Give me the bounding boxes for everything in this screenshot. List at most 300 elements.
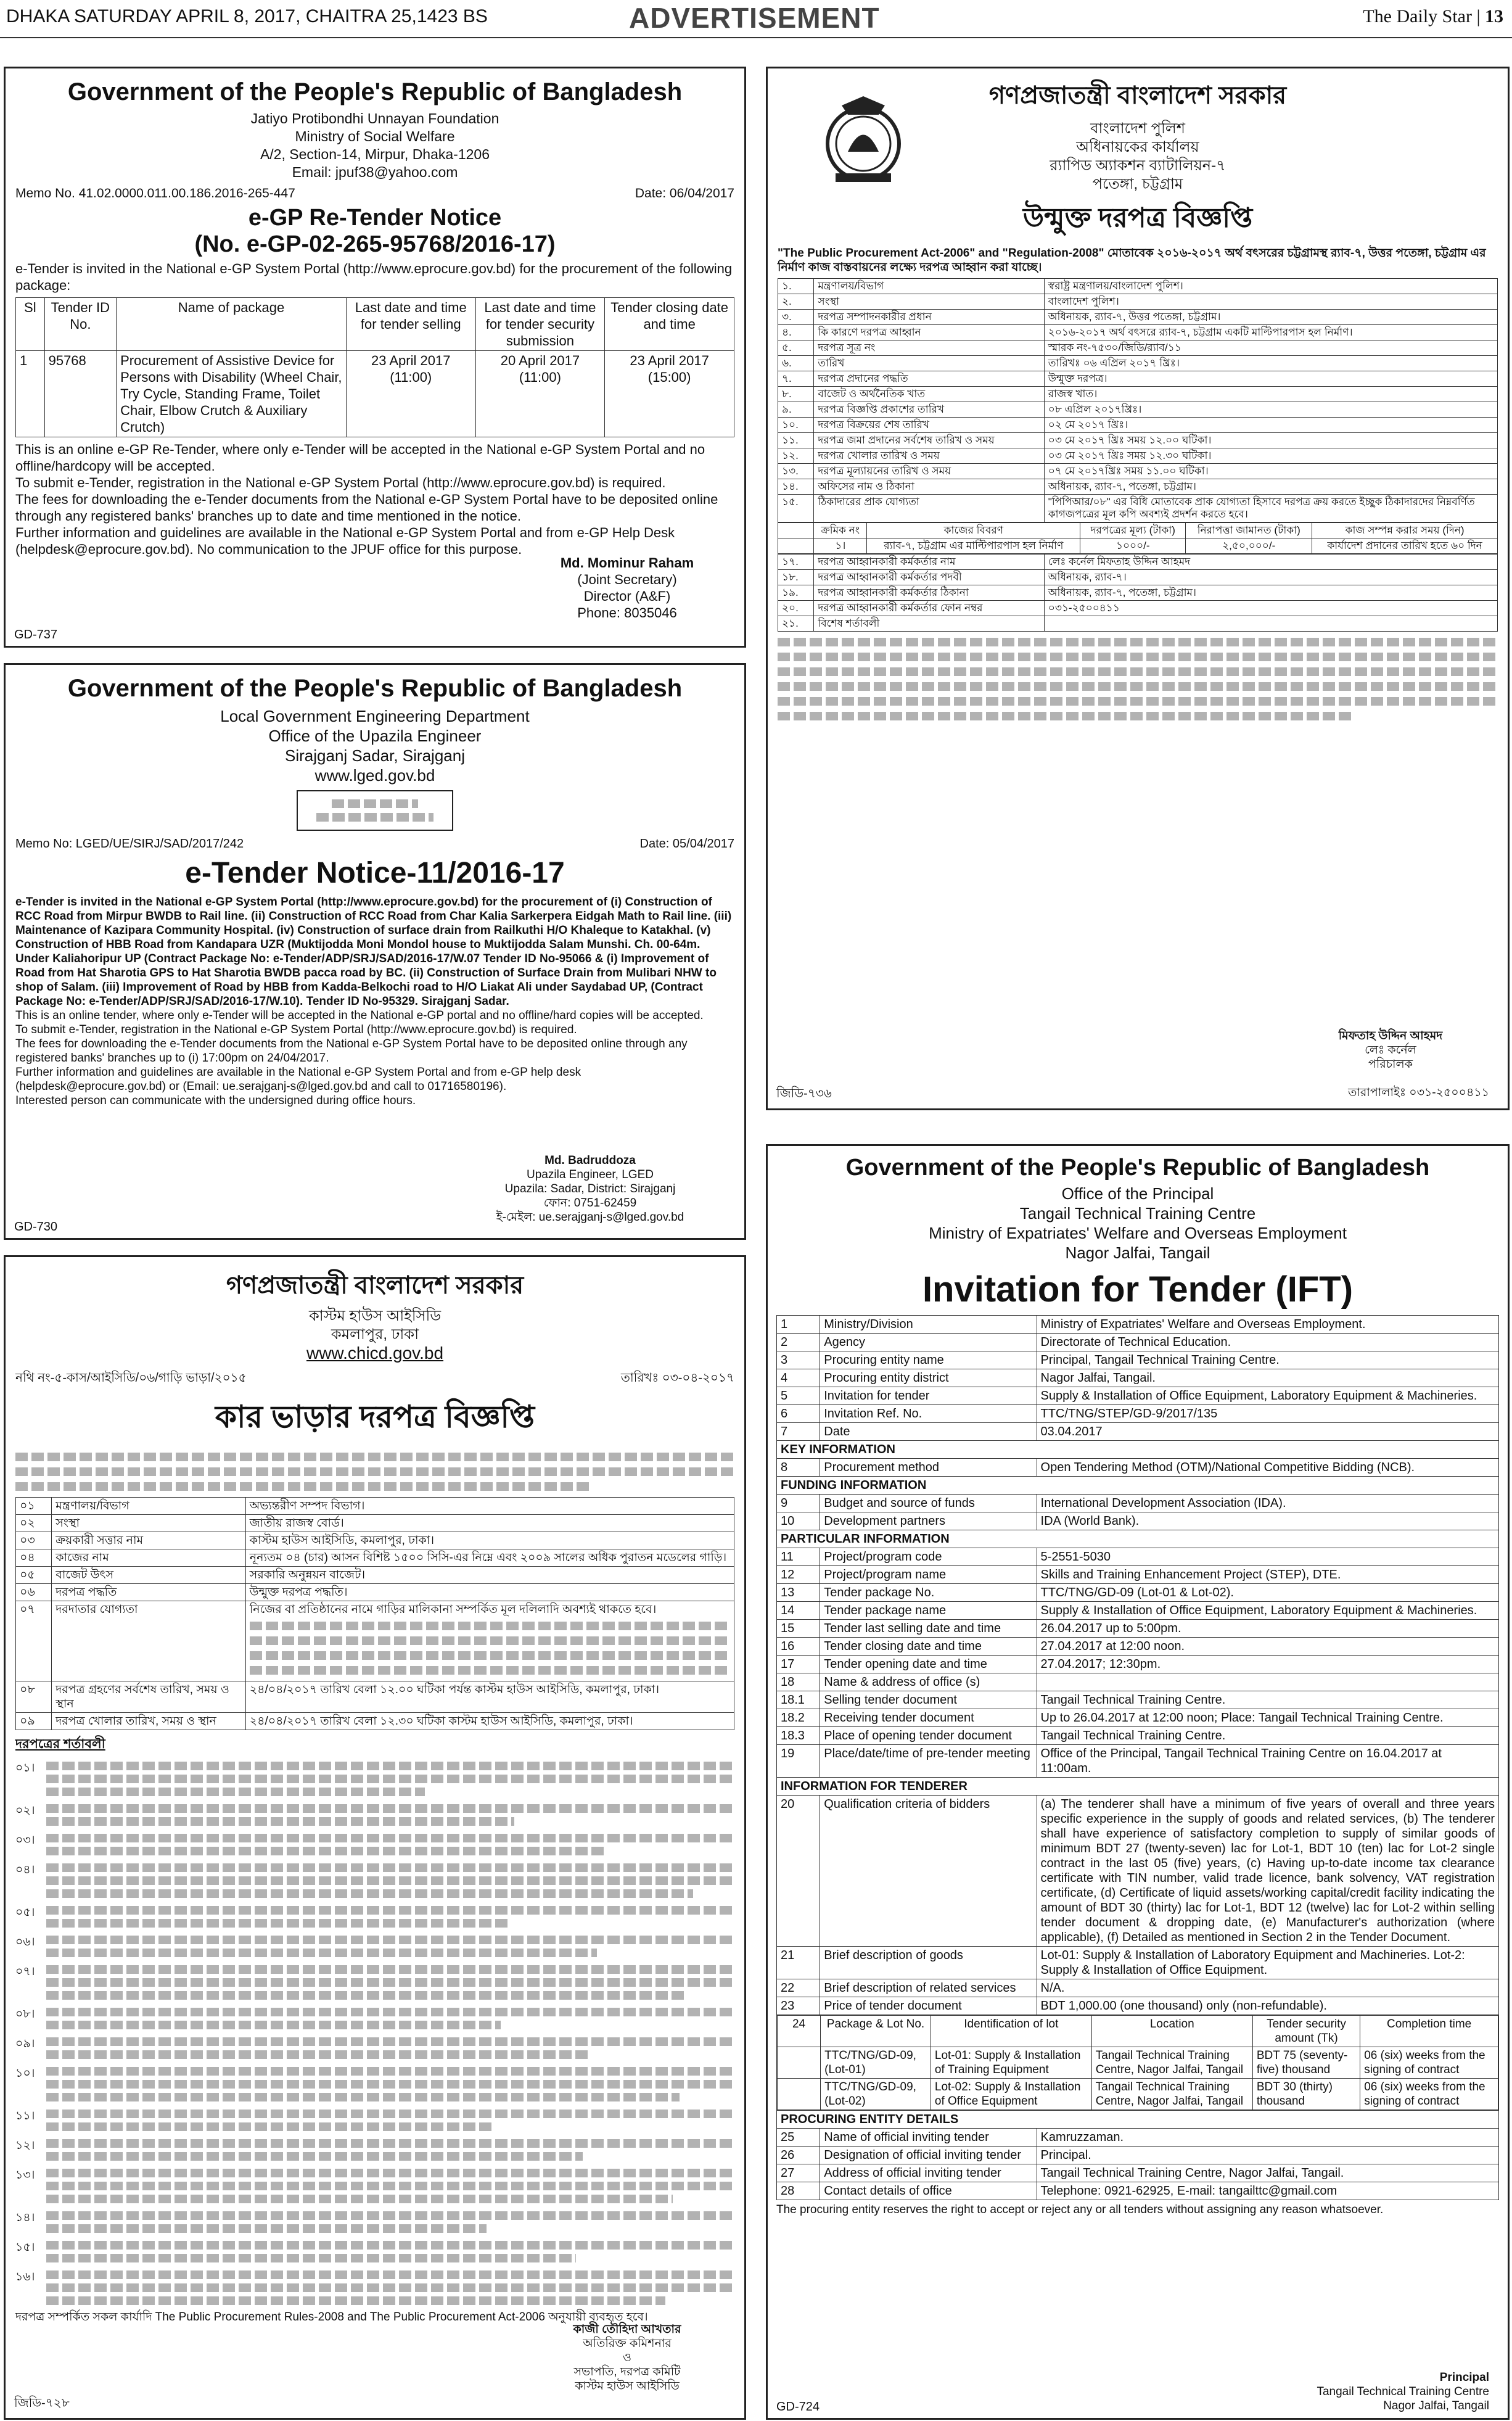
table-cell: 5-2551-5030 bbox=[1037, 1548, 1498, 1566]
police-emblem-icon bbox=[823, 93, 903, 186]
lot-header: 24 bbox=[778, 2016, 821, 2047]
notice-title: e-GP Re-Tender Notice bbox=[248, 205, 502, 231]
condition-item bbox=[15, 1933, 734, 1957]
table-cell: Tender last selling date and time bbox=[820, 1620, 1037, 1638]
lot-cell: Tangail Technical Training Centre, Nagor Jalfai, Tangail bbox=[1091, 2047, 1252, 2079]
org-line: Ministry of Social Welfare bbox=[295, 128, 455, 144]
table-cell: দরপত্র বিজ্ঞপ্তি প্রকাশের তারিখ bbox=[814, 402, 1044, 418]
table-cell: 2 bbox=[777, 1334, 820, 1351]
table-cell: কি কারণে দরপত্র আহ্বান bbox=[814, 325, 1044, 340]
condition-number: ১০। bbox=[15, 2067, 35, 2080]
section-header: INFORMATION FOR TENDERER bbox=[777, 1778, 1499, 1796]
body-paragraph: To submit e-Tender, registration in the National e-GP System Portal (http://www.eprocure.gov.bd) is required. bbox=[15, 475, 666, 490]
notice-title: e-Tender Notice-11/2016-17 bbox=[185, 857, 565, 889]
org-line: Ministry of Expatriates' Welfare and Overseas Employment bbox=[929, 1224, 1347, 1242]
text-line bbox=[46, 1863, 734, 1872]
signatory-line: সভাপতি, দরপত্র কমিটি bbox=[573, 2365, 681, 2378]
text-line bbox=[46, 1978, 734, 1987]
table-cell: 95768 bbox=[44, 351, 117, 437]
section-header-row bbox=[777, 2111, 1499, 2129]
signatory-line: অতিরিক্ত কমিশনার bbox=[583, 2337, 672, 2350]
table-cell: 25 bbox=[777, 2129, 820, 2147]
table-row bbox=[777, 1584, 1499, 1602]
table-header: নিরাপত্তা জামানত (টাকা) bbox=[1186, 523, 1312, 538]
lot-cell bbox=[777, 2015, 1499, 2111]
condition-number: ০৬। bbox=[15, 1936, 35, 1949]
table-row bbox=[778, 371, 1498, 387]
org-line: কমলাপুর, ঢাকা bbox=[331, 1326, 419, 1343]
condition-text-lines bbox=[46, 2107, 734, 2131]
table-row bbox=[777, 2147, 1499, 2164]
text-line bbox=[46, 2211, 734, 2220]
table-cell: BDT 1,000.00 (one thousand) only (non-refundable). bbox=[1037, 1997, 1498, 2015]
memo-date: তারিখঃ ০৩-০৪-২০১৭ bbox=[620, 1371, 734, 1385]
ad-title: Government of the People's Republic of Bangladesh bbox=[845, 1155, 1430, 1181]
table-cell: বাজেট উৎস bbox=[52, 1567, 246, 1584]
table-cell: মন্ত্রণালয়/বিভাগ bbox=[52, 1498, 246, 1515]
lot-table bbox=[777, 2015, 1498, 2110]
table-cell: 18.1 bbox=[777, 1691, 820, 1709]
table-row bbox=[777, 1387, 1499, 1405]
table-header: Sl bbox=[16, 298, 45, 351]
table-cell: ০৯ bbox=[16, 1713, 52, 1730]
table-row bbox=[777, 1709, 1499, 1727]
masthead bbox=[0, 0, 1512, 38]
table-cell: 9 bbox=[777, 1495, 820, 1512]
table-row bbox=[777, 1495, 1499, 1512]
table-cell: ০২ মে ২০১৭ খ্রিঃ। bbox=[1044, 418, 1497, 433]
condition-number: ০৩। bbox=[15, 1834, 35, 1847]
table-cell: নূন্যতম ০৪ (চার) আসন বিশিষ্ট ১৫০০ সিসি-এর নিম্নে এবং ২০০৯ সালের অধিক পুরাতন মডেলের গাড়ি। bbox=[245, 1549, 734, 1567]
table-cell: ০৩ bbox=[16, 1532, 52, 1549]
table-cell: অধিনায়ক, র‍্যাব-৭, পতেঙ্গা, চট্টগ্রাম। bbox=[1044, 479, 1497, 495]
table-cell: 23 bbox=[777, 1997, 820, 2015]
table-cell: Invitation Ref. No. bbox=[820, 1405, 1037, 1423]
condition-number: ০৭। bbox=[15, 1965, 35, 1978]
table-cell: Principal. bbox=[1037, 2147, 1498, 2164]
table-cell: ১৮. bbox=[778, 570, 814, 585]
condition-item bbox=[15, 2035, 734, 2059]
table-cell: অধিনায়ক, র‍্যাব-৭। bbox=[1044, 570, 1497, 585]
table-cell: 20 bbox=[777, 1796, 820, 1947]
notice-intro: "The Public Procurement Act-2006" and "Regulation-2008" মোতাবেক ২০১৬-২০১৭ অর্থ বৎসরের চট্টগ্রামস্থ র‍্যাব-৭, উত্তর পতেঙ্গা, চট্টগ্রাম এর নির্মাণ কাজ বাস্তবায়নের লক্ষ্যে দরপত্র আহ্বান করা যাচ্ছে। bbox=[778, 247, 1486, 274]
condition-text-lines bbox=[46, 2238, 734, 2262]
table-cell: দরপত্র আহ্বানকারী কর্মকর্তার পদবী bbox=[814, 570, 1044, 585]
table-cell: দরপত্র সূত্র নং bbox=[814, 340, 1044, 356]
table-cell: ১৫. bbox=[778, 495, 814, 522]
lot-cell: Lot-02: Supply & Installation of Office Equipment bbox=[931, 2079, 1091, 2110]
table-header: Tender closing date and time bbox=[605, 298, 734, 351]
table-cell: Open Tendering Method (OTM)/National Competitive Bidding (NCB). bbox=[1037, 1459, 1498, 1477]
conditions-list bbox=[15, 1759, 734, 2305]
lot-cell: Tangail Technical Training Centre, Nagor Jalfai, Tangail bbox=[1091, 2079, 1252, 2110]
text-line bbox=[46, 1847, 604, 1855]
table-cell: Kamruzzaman. bbox=[1037, 2129, 1498, 2147]
table-row bbox=[778, 340, 1498, 356]
memo-date: Date: 06/04/2017 bbox=[635, 186, 734, 200]
org-line: কাস্টম হাউস আইসিডি bbox=[308, 1308, 442, 1324]
table-cell: ৮. bbox=[778, 387, 814, 402]
condition-item bbox=[15, 2238, 734, 2262]
lot-cell: TTC/TNG/GD-09, (Lot-01) bbox=[821, 2047, 931, 2079]
table-header: কাজ সম্পন্ন করার সময় (দিন) bbox=[1312, 523, 1498, 538]
condition-text-lines bbox=[46, 1903, 734, 1928]
condition-item bbox=[15, 2064, 734, 2101]
text-line bbox=[46, 2093, 680, 2101]
table-cell: 22 bbox=[777, 1979, 820, 1997]
table-cell: Receiving tender document bbox=[820, 1709, 1037, 1727]
table-header: ক্রমিক নং bbox=[814, 523, 867, 538]
condition-text-lines bbox=[46, 1963, 734, 2000]
table-cell: ৫. bbox=[778, 340, 814, 356]
masthead-dateline: DHAKA SATURDAY APRIL 8, 2017, CHAITRA 25,1423 BS bbox=[6, 6, 488, 27]
lot-cell: 06 (six) weeks from the signing of contract bbox=[1360, 2079, 1498, 2110]
table-cell: 26.04.2017 up to 5:00pm. bbox=[1037, 1620, 1498, 1638]
table-cell: Directorate of Technical Education. bbox=[1037, 1334, 1498, 1351]
table-row bbox=[778, 464, 1498, 479]
table-cell: দরপত্র আহ্বানকারী কর্মকর্তার নাম bbox=[814, 555, 1044, 570]
cell-text: নিজের বা প্রতিষ্ঠানের নামে গাড়ির মালিকানা সম্পর্কিত মূল দলিলাদি অবশ্যই থাকতে হবে। bbox=[249, 1603, 657, 1616]
signatory-line: কাস্টম হাউস আইসিডি bbox=[575, 2380, 680, 2393]
section-title: ADVERTISEMENT bbox=[629, 2, 880, 34]
table-cell bbox=[778, 538, 814, 554]
rules-line: দরপত্র সম্পর্কিত সকল কার্যাদি The Public Procurement Rules-2008 and The Public Procurement Act-2006 অনুযায়ী ব্যবহৃত হবে। bbox=[15, 2311, 648, 2324]
table-header: Last date and time for tender selling bbox=[346, 298, 475, 351]
condition-text-lines bbox=[46, 1759, 734, 1796]
table-cell: 19 bbox=[777, 1745, 820, 1778]
ad-tangail-ift bbox=[766, 1144, 1510, 2420]
masthead-paper: The Daily Star | 13 bbox=[1363, 6, 1503, 27]
table-cell: Qualification criteria of bidders bbox=[820, 1796, 1037, 1947]
table-row bbox=[777, 1997, 1499, 2015]
text-line bbox=[46, 1834, 734, 1842]
memo-number: Memo No: LGED/UE/SIRJ/SAD/2017/242 bbox=[15, 837, 244, 851]
table-cell: Name of official inviting tender bbox=[820, 2129, 1037, 2147]
table-cell: 7 bbox=[777, 1423, 820, 1441]
table-cell: 6 bbox=[777, 1405, 820, 1423]
table-row bbox=[777, 1423, 1499, 1441]
table-cell: অভ্যন্তরীণ সম্পদ বিভাগ। bbox=[245, 1498, 734, 1515]
table-cell: 12 bbox=[777, 1566, 820, 1584]
table-cell: অফিসের নাম ও ঠিকানা bbox=[814, 479, 1044, 495]
table-header: দরপত্রের মূল্য (টাকা) bbox=[1080, 523, 1186, 538]
table-cell: Agency bbox=[820, 1334, 1037, 1351]
rab-table-cont bbox=[778, 522, 1498, 554]
text-line bbox=[46, 1936, 734, 1944]
table-cell: মন্ত্রণালয়/বিভাগ bbox=[814, 279, 1044, 294]
org-line: Jatiyo Protibondhi Unnayan Foundation bbox=[250, 110, 499, 126]
condition-text-lines bbox=[46, 1802, 734, 1826]
condition-item bbox=[15, 1831, 734, 1855]
signatory-phone: ফোন: 0751-62459 bbox=[543, 1197, 637, 1210]
condition-text-lines bbox=[46, 2137, 734, 2161]
org-email: Email: jpuf38@yahoo.com bbox=[292, 164, 458, 180]
table-row bbox=[778, 601, 1498, 616]
body-paragraph: Further information and guidelines are available in the National e-GP System Portal and from e-GP Help Desk (helpdesk@eprocure.gov.bd). No communication to the JPUF office for this purpose. bbox=[15, 525, 675, 557]
table-row bbox=[16, 1681, 734, 1713]
signatory-line: (Joint Secretary) bbox=[577, 572, 677, 587]
table-cell: 17 bbox=[777, 1656, 820, 1673]
table-cell: TTC/TNG/STEP/GD-9/2017/135 bbox=[1037, 1405, 1498, 1423]
section-header-row bbox=[777, 1530, 1499, 1548]
table-cell: Tangail Technical Training Centre. bbox=[1037, 1691, 1498, 1709]
org-website: www.chicd.gov.bd bbox=[306, 1343, 444, 1363]
table-cell: "পিপিআর/০৮" এর বিধি মোতাবেক প্রাক যোগ্যতা হিসাবে দরপত্র ক্রয় করতে ইচ্ছুক ঠিকাদারদের নিম্নবর্ণিত কাগজপত্রের মূল কপি অবশ্যই প্রদর্শন করতে হবে। bbox=[1044, 495, 1497, 522]
condition-item bbox=[15, 2268, 734, 2305]
body-paragraph: To submit e-Tender, registration in the National e-GP System Portal (http://www.eprocure.gov.bd) is required. bbox=[15, 1023, 577, 1036]
table-cell: Procuring entity name bbox=[820, 1351, 1037, 1369]
org-line: অধিনায়কের কার্যালয় bbox=[1076, 139, 1199, 155]
table-cell: ০৮ bbox=[16, 1681, 52, 1713]
table-cell: ১। bbox=[814, 538, 867, 554]
text-line bbox=[46, 1775, 734, 1783]
text-line bbox=[46, 1919, 507, 1928]
table-cell: Brief description of goods bbox=[820, 1947, 1037, 1979]
lot-cell: Lot-01: Supply & Installation of Training Equipment bbox=[931, 2047, 1091, 2079]
page-number: 13 bbox=[1485, 6, 1503, 27]
memo-number: নথি নং-৫-কাস/আইসিডি/০৬/গাড়ি ভাড়া/২০১৫ bbox=[15, 1371, 247, 1385]
condition-item bbox=[15, 2166, 734, 2203]
table-cell: 27 bbox=[777, 2164, 820, 2182]
body-paragraph: The fees for downloading the e-Tender documents from the National e-GP System Portal have to be deposited online through any registered banks' branches up to (i) 17:00pm on 24/04/2017. bbox=[15, 1037, 688, 1065]
text-line bbox=[46, 2021, 501, 2029]
table-row bbox=[16, 1532, 734, 1549]
tender-table bbox=[778, 278, 1498, 522]
table-header: কাজের বিবরণ bbox=[867, 523, 1080, 538]
table-cell: স্বরাষ্ট্র মন্ত্রণালয়/বাংলাদেশ পুলিশ। bbox=[1044, 279, 1497, 294]
table-cell: Tender opening date and time bbox=[820, 1656, 1037, 1673]
table-row bbox=[777, 1405, 1499, 1423]
lot-cell bbox=[778, 2047, 821, 2079]
table-cell: ০২ bbox=[16, 1515, 52, 1532]
table-cell: Tender package No. bbox=[820, 1584, 1037, 1602]
notice-title: কার ভাড়ার দরপত্র বিজ্ঞপ্তি bbox=[215, 1400, 535, 1434]
table-cell: দরপত্র খোলার তারিখ ও সময় bbox=[814, 448, 1044, 464]
table-cell: Name & address of office (s) bbox=[820, 1673, 1037, 1691]
condition-text-lines bbox=[46, 2005, 734, 2029]
table-cell: ১০০০/- bbox=[1080, 538, 1186, 554]
table-cell: ০৩১-২৫০০৪১১ bbox=[1044, 601, 1497, 616]
table-cell: ২৪/০৪/২০১৭ তারিখ বেলা ১২.০০ ঘটিকা পর্যন্ত কাস্টম হাউস আইসিডি, কমলাপুর, ঢাকা। bbox=[245, 1681, 734, 1713]
condition-number: ১৪। bbox=[15, 2211, 35, 2224]
table-cell: Procurement of Assistive Device for Persons with Disability (Wheel Chair, Try Cycle, Standing Frame, Toilet Chair, Elbow Crutch & Auxiliary Crutch) bbox=[117, 351, 347, 437]
org-line: A/2, Section-14, Mirpur, Dhaka-1206 bbox=[260, 146, 490, 162]
table-cell: Price of tender document bbox=[820, 1997, 1037, 2015]
table-cell: Brief description of related services bbox=[820, 1979, 1037, 1997]
table-row bbox=[777, 1796, 1499, 1947]
notice-title: Invitation for Tender (IFT) bbox=[922, 1269, 1354, 1309]
body-paragraph: The fees for downloading the e-Tender documents from the National e-GP System Portal have to be deposited online through any registered banks' branches up to date and time mentioned in the notice. bbox=[15, 492, 718, 524]
table-cell: ক্রয়কারী সত্তার নাম bbox=[52, 1532, 246, 1549]
table-cell: ১১. bbox=[778, 433, 814, 448]
table-cell: ঠিকাদারের প্রাক যোগ্যতা bbox=[814, 495, 1044, 522]
condition-number: ১৫। bbox=[15, 2241, 35, 2254]
table-cell: Ministry of Expatriates' Welfare and Overseas Employment. bbox=[1037, 1316, 1498, 1334]
table-cell: 21 bbox=[777, 1947, 820, 1979]
table-cell: Tangail Technical Training Centre, Nagor Jalfai, Tangail. bbox=[1037, 2164, 1498, 2182]
condition-number: ০৪। bbox=[15, 1863, 35, 1876]
table-cell: কাজের নাম bbox=[52, 1549, 246, 1567]
memo-number: Memo No. 41.02.0000.011.00.186.2016-265-447 bbox=[15, 186, 295, 200]
condition-number: ০৮। bbox=[15, 2008, 35, 2021]
condition-number: ১৩। bbox=[15, 2169, 35, 2182]
table-cell: Tangail Technical Training Centre. bbox=[1037, 1727, 1498, 1745]
org-line: বাংলাদেশ পুলিশ bbox=[1090, 120, 1185, 137]
text-line bbox=[46, 1788, 425, 1796]
table-cell: রাজস্ব খাত। bbox=[1044, 387, 1497, 402]
table-cell: 18.3 bbox=[777, 1727, 820, 1745]
table-cell: 27.04.2017 at 12:00 noon. bbox=[1037, 1638, 1498, 1656]
lot-header: Identification of lot bbox=[931, 2016, 1091, 2047]
table-cell: দরপত্র বিক্রয়ের শেষ তারিখ bbox=[814, 418, 1044, 433]
table-cell: Project/program code bbox=[820, 1548, 1037, 1566]
table-cell: সরকারি অনুন্নয়ন বাজেট। bbox=[245, 1567, 734, 1584]
table-cell: N/A. bbox=[1037, 1979, 1498, 1997]
table-cell: তারিখ bbox=[814, 356, 1044, 371]
org-website: www.lged.gov.bd bbox=[314, 766, 435, 785]
signatory-name: মিফতাহ উদ্দিন আহমদ bbox=[1338, 1029, 1443, 1042]
condition-number: ০৯। bbox=[15, 2037, 35, 2050]
text-line bbox=[46, 1991, 686, 2000]
table-row bbox=[778, 433, 1498, 448]
condition-number: ০৫। bbox=[15, 1906, 35, 1919]
paper-name: The Daily Star bbox=[1363, 6, 1472, 27]
table-cell: বাজেট ও অর্থনৈতিক খাত bbox=[814, 387, 1044, 402]
table-row bbox=[777, 1691, 1499, 1709]
table-cell: 27.04.2017; 12:30pm. bbox=[1037, 1656, 1498, 1673]
table-cell: Project/program name bbox=[820, 1566, 1037, 1584]
memo-date: Date: 05/04/2017 bbox=[639, 837, 734, 851]
condition-text-lines bbox=[46, 2035, 734, 2059]
table-row bbox=[777, 1727, 1499, 1745]
table-cell: দরদাতার যোগ্যতা bbox=[52, 1601, 246, 1681]
table-cell: ০১ bbox=[16, 1498, 52, 1515]
table-row bbox=[777, 1947, 1499, 1979]
condition-item bbox=[15, 1963, 734, 2000]
phone-line: তারাপালাইঃ ০৩১-২৫০০৪১১ bbox=[1348, 1086, 1489, 1099]
ad-custom-house-car-rental bbox=[4, 1255, 746, 2420]
condition-text-lines bbox=[46, 2064, 734, 2101]
table-row bbox=[778, 387, 1498, 402]
ad-code: জিডি-৭২৮ bbox=[14, 2396, 70, 2410]
table-cell: 16 bbox=[777, 1638, 820, 1656]
org-line: Local Government Engineering Department bbox=[220, 707, 530, 725]
lot-cell: 06 (six) weeks from the signing of contract bbox=[1360, 2047, 1498, 2079]
signatory-line: Upazila Engineer, LGED bbox=[527, 1168, 654, 1181]
table-cell: ৯. bbox=[778, 402, 814, 418]
table-cell bbox=[1037, 1673, 1498, 1691]
table-header-row bbox=[778, 523, 1498, 538]
table-cell: ২. bbox=[778, 294, 814, 310]
table-cell: জাতীয় রাজস্ব বোর্ড। bbox=[245, 1515, 734, 1532]
org-line: Sirajganj Sadar, Sirajganj bbox=[285, 746, 465, 765]
table-row bbox=[777, 1638, 1499, 1656]
table-cell: ৩. bbox=[778, 310, 814, 325]
signatory-phone: Phone: 8035046 bbox=[577, 605, 677, 621]
table-cell: Development partners bbox=[820, 1512, 1037, 1530]
table-row bbox=[777, 1673, 1499, 1691]
table-cell: 20 April 2017 (11:00) bbox=[475, 351, 605, 437]
table-row bbox=[778, 325, 1498, 340]
table-cell: ২১. bbox=[778, 616, 814, 632]
table-cell: Procurement method bbox=[820, 1459, 1037, 1477]
text-line bbox=[46, 1762, 734, 1770]
table-row bbox=[777, 2129, 1499, 2147]
text-line bbox=[46, 2008, 734, 2016]
table-header-row bbox=[16, 298, 734, 351]
signatory-line: পরিচালক bbox=[1368, 1058, 1413, 1071]
text-line bbox=[46, 1876, 734, 1885]
table-cell: ২০. bbox=[778, 601, 814, 616]
table-cell: Place of opening tender document bbox=[820, 1727, 1037, 1745]
table-header: Name of package bbox=[117, 298, 347, 351]
table-cell: সংস্থা bbox=[814, 294, 1044, 310]
section-header-row bbox=[777, 1477, 1499, 1495]
condition-number: ০১। bbox=[15, 1762, 35, 1775]
table-cell: Office of the Principal, Tangail Technical Training Centre on 16.04.2017 at 11:00am. bbox=[1037, 1745, 1498, 1778]
table-cell: Contact details of office bbox=[820, 2182, 1037, 2200]
table-cell: ১৭. bbox=[778, 555, 814, 570]
table-cell: উন্মুক্ত দরপত্র পদ্ধতি। bbox=[245, 1584, 734, 1601]
text-line bbox=[46, 2241, 734, 2250]
condition-number: ১৬। bbox=[15, 2270, 35, 2283]
table-cell: ০৮ এপ্রিল ২০১৭খ্রিঃ। bbox=[1044, 402, 1497, 418]
table-cell: 1 bbox=[777, 1316, 820, 1334]
notice-body: e-Tender is invited in the National e-GP System Portal (http://www.eprocure.gov.bd) for the procurement of (i) Construction of RCC Road from Mirpur BWDB to Rail line. (ii) Construction of RCC Road from Char Kalia Sarkerpera Eidgah Math to Rail line. (iii) Maintenance of Kazipara Community Hospital. (iv) Construction of surface drain from Railkuthi H/O Khaleque to Katakhal. (v) Construction of HBB Road from Kandapara UZR (Muktijodda Moni Mondol house to Muktijodda Salam Munshi. Ch. 00-64m. Under Kaliahoripur UP (Contract Package No: e-Tender/ADP/SRJ/SAD/2016-17/W.07 Tender ID No-95066 & (i) Improvement of Road from Hat Sharotia GPS to Hat Sharotia BWDB pacca road by BC. (ii) Construction of Surface Drain from Mulibari NHW to shop of Salam. (iii) Improvement of Road by HBB from Kadda-Belkochi road to H/O Liakat Ali under Saydabad UP, (Contract Package No: e-Tender/ADP/SRJ/SAD/2016-17/W.10). Tender ID No-95329. Sirajganj Sadar. bbox=[15, 896, 732, 1008]
table-row bbox=[16, 1584, 734, 1601]
ad-title: Government of the People's Republic of Bangladesh bbox=[67, 78, 683, 105]
text-line bbox=[46, 2270, 734, 2279]
org-line: পতেঙ্গা, চট্টগ্রাম bbox=[1092, 176, 1183, 192]
ad-title: Government of the People's Republic of Bangladesh bbox=[67, 675, 683, 702]
table-cell bbox=[778, 523, 814, 538]
condition-text-lines bbox=[46, 2209, 734, 2233]
table-cell: 1 bbox=[16, 351, 45, 437]
text-line bbox=[46, 2050, 590, 2059]
table-cell: ০৬ bbox=[16, 1584, 52, 1601]
table-cell: 3 bbox=[777, 1351, 820, 1369]
org-line: Office of the Principal bbox=[1061, 1184, 1214, 1203]
table-cell: দরপত্র পদ্ধতি bbox=[52, 1584, 246, 1601]
condition-item bbox=[15, 2209, 734, 2233]
condition-item bbox=[15, 1759, 734, 1796]
table-header: Tender ID No. bbox=[44, 298, 117, 351]
table-cell: Tender package name bbox=[820, 1602, 1037, 1620]
condition-item bbox=[15, 2107, 734, 2131]
signature-block bbox=[528, 555, 726, 621]
table-cell: Place/date/time of pre-tender meeting bbox=[820, 1745, 1037, 1778]
table-row bbox=[777, 1979, 1499, 1997]
section-header-row bbox=[777, 1778, 1499, 1796]
table-cell: Nagor Jalfai, Tangail. bbox=[1037, 1369, 1498, 1387]
condition-text-lines bbox=[46, 2166, 734, 2203]
table-cell: Ministry/Division bbox=[820, 1316, 1037, 1334]
text-line bbox=[46, 2037, 734, 2046]
table-cell: ২৪/০৪/২০১৭ তারিখ বেলা ১২.৩০ ঘটিকা কাস্টম হাউস আইসিডি, কমলাপুর, ঢাকা। bbox=[245, 1713, 734, 1730]
table-cell: ০৪ bbox=[16, 1549, 52, 1567]
table-row bbox=[778, 356, 1498, 371]
table-cell: ০৫ bbox=[16, 1567, 52, 1584]
table-cell: 23 April 2017 (11:00) bbox=[346, 351, 475, 437]
org-line: Nagor Jalfai, Tangail bbox=[1065, 1243, 1210, 1262]
table-cell: স্মারক নং-৭৫৩০/জিডি/র‍্যাব/১১ bbox=[1044, 340, 1497, 356]
table-cell: Skills and Training Enhancement Project (STEP), DTE. bbox=[1037, 1566, 1498, 1584]
condition-number: ০২। bbox=[15, 1804, 35, 1817]
table-row bbox=[777, 1351, 1499, 1369]
table-cell: বাংলাদেশ পুলিশ। bbox=[1044, 294, 1497, 310]
table-row bbox=[778, 585, 1498, 601]
condition-item bbox=[15, 2137, 734, 2161]
